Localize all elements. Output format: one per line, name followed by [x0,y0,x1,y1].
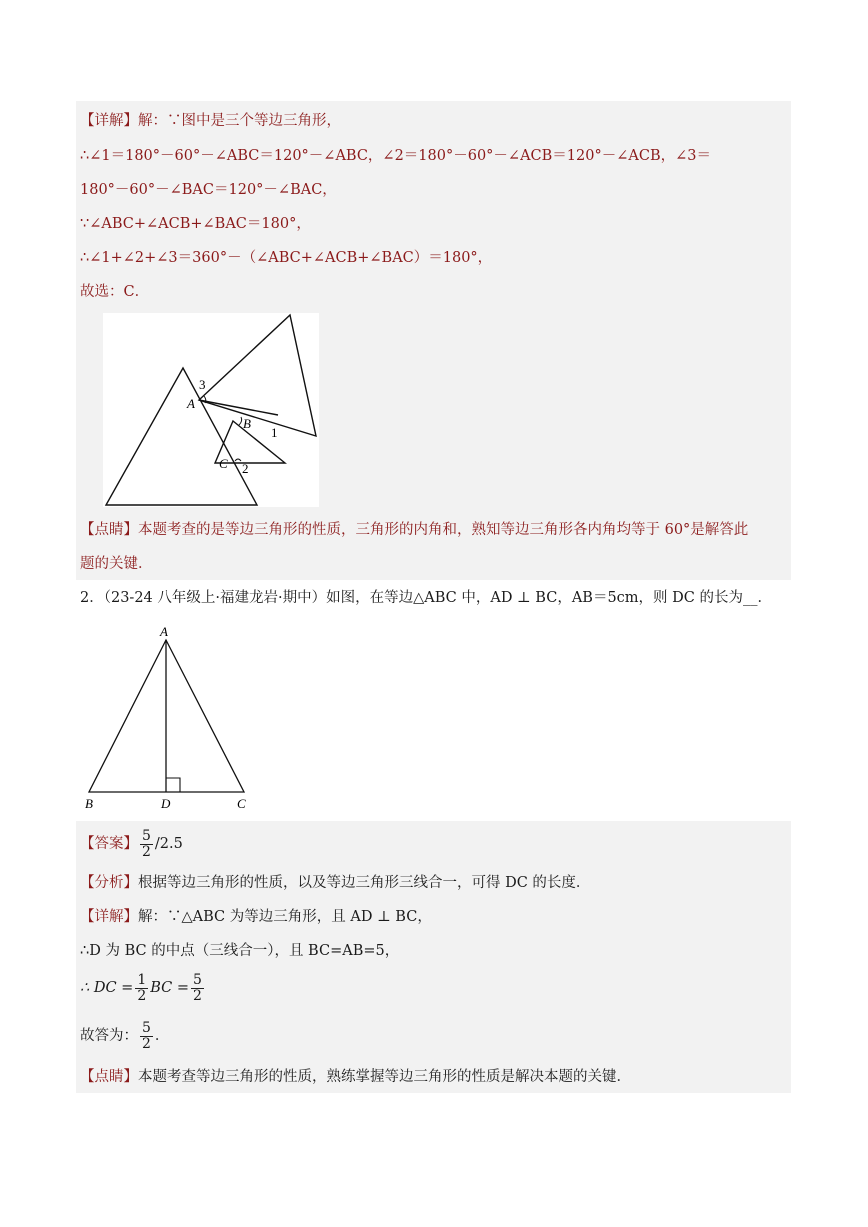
q2-triangle-figure [80,622,255,814]
q2-result: 故答为： $\frac{5}{2}$ ． [80,1019,170,1052]
fraction-half: $\frac{1}{2}$ [137,971,147,1004]
answer-fraction: $\frac{5}{2}$ [142,827,151,860]
label-2: 2 [242,461,249,476]
q1-choice: 故选：C． [80,284,150,300]
label-C: C [237,796,246,811]
fraction-result: $\frac{5}{2}$ [193,971,202,1004]
q2-answer [80,826,183,862]
q1-triangles-figure [103,313,319,507]
label-D: D [161,796,171,811]
detail-intro: 解：∵图中是三个等边三角形， [138,113,341,129]
q2-detail-1 [80,907,432,927]
comment-tag: 【点睛】 [80,522,138,538]
q1-line-3: 180°－60°－∠BAC＝120°－∠BAC， [80,182,337,198]
detail-tag: 【详解】 [80,909,138,925]
answer-tag: 【答案】 [80,836,138,852]
label-C: C [219,456,228,471]
q2-analysis [80,873,590,893]
analysis-text: 根据等边三角形的性质，以及等边三角形三线合一，可得 DC 的长度． [138,875,591,891]
q1-comment-line-2: 题的关键． [80,556,153,572]
q2-detail-2: ∴D 为 BC 的中点（三线合一），且 BC=AB=5， [80,943,400,959]
q1-detail-line [80,111,341,131]
answer-alt: /2.5 [154,836,183,852]
detail-text: 解：∵△ABC 为等边三角形，且 AD ⊥ BC， [138,909,432,925]
label-A: A [160,624,168,639]
comment-text: 本题考查的是等边三角形的性质，三角形的内角和，熟知等边三角形各内角均等于 60°是解答此 [138,522,749,538]
label-A: A [187,396,195,411]
label-3: 3 [199,377,206,392]
detail-tag: 【详解】 [80,113,138,129]
q2-question: 2．（23-24 八年级上·福建龙岩·期中）如图，在等边△ABC 中，AD ⊥ BC，AB＝5cm，则 DC 的长为__． [80,590,772,606]
q1-comment-line-1 [80,520,748,540]
result-fraction: $\frac{5}{2}$ [142,1019,151,1052]
analysis-tag: 【分析】 [80,875,138,891]
q1-line-2: ∴∠1＝180°－60°－∠ABC＝120°－∠ABC，∠2＝180°－60°－∠ACB＝120°－∠ACB，∠3＝ [80,148,711,164]
q2-detail-3: ∴ DC = $\frac{1}{2}$ BC = $\frac{5}{2}$ [80,971,202,1004]
q1-line-5: ∴∠1+∠2+∠3＝360°－（∠ABC+∠ACB+∠BAC）＝180°， [80,250,493,266]
label-B: B [243,416,251,431]
label-B: B [85,796,93,811]
label-1: 1 [271,425,278,440]
q2-comment [80,1067,631,1087]
comment-text: 本题考查等边三角形的性质，熟练掌握等边三角形的性质是解决本题的关键． [138,1069,631,1085]
comment-tag: 【点睛】 [80,1069,138,1085]
q1-line-4: ∵∠ABC+∠ACB+∠BAC＝180°， [80,216,311,232]
